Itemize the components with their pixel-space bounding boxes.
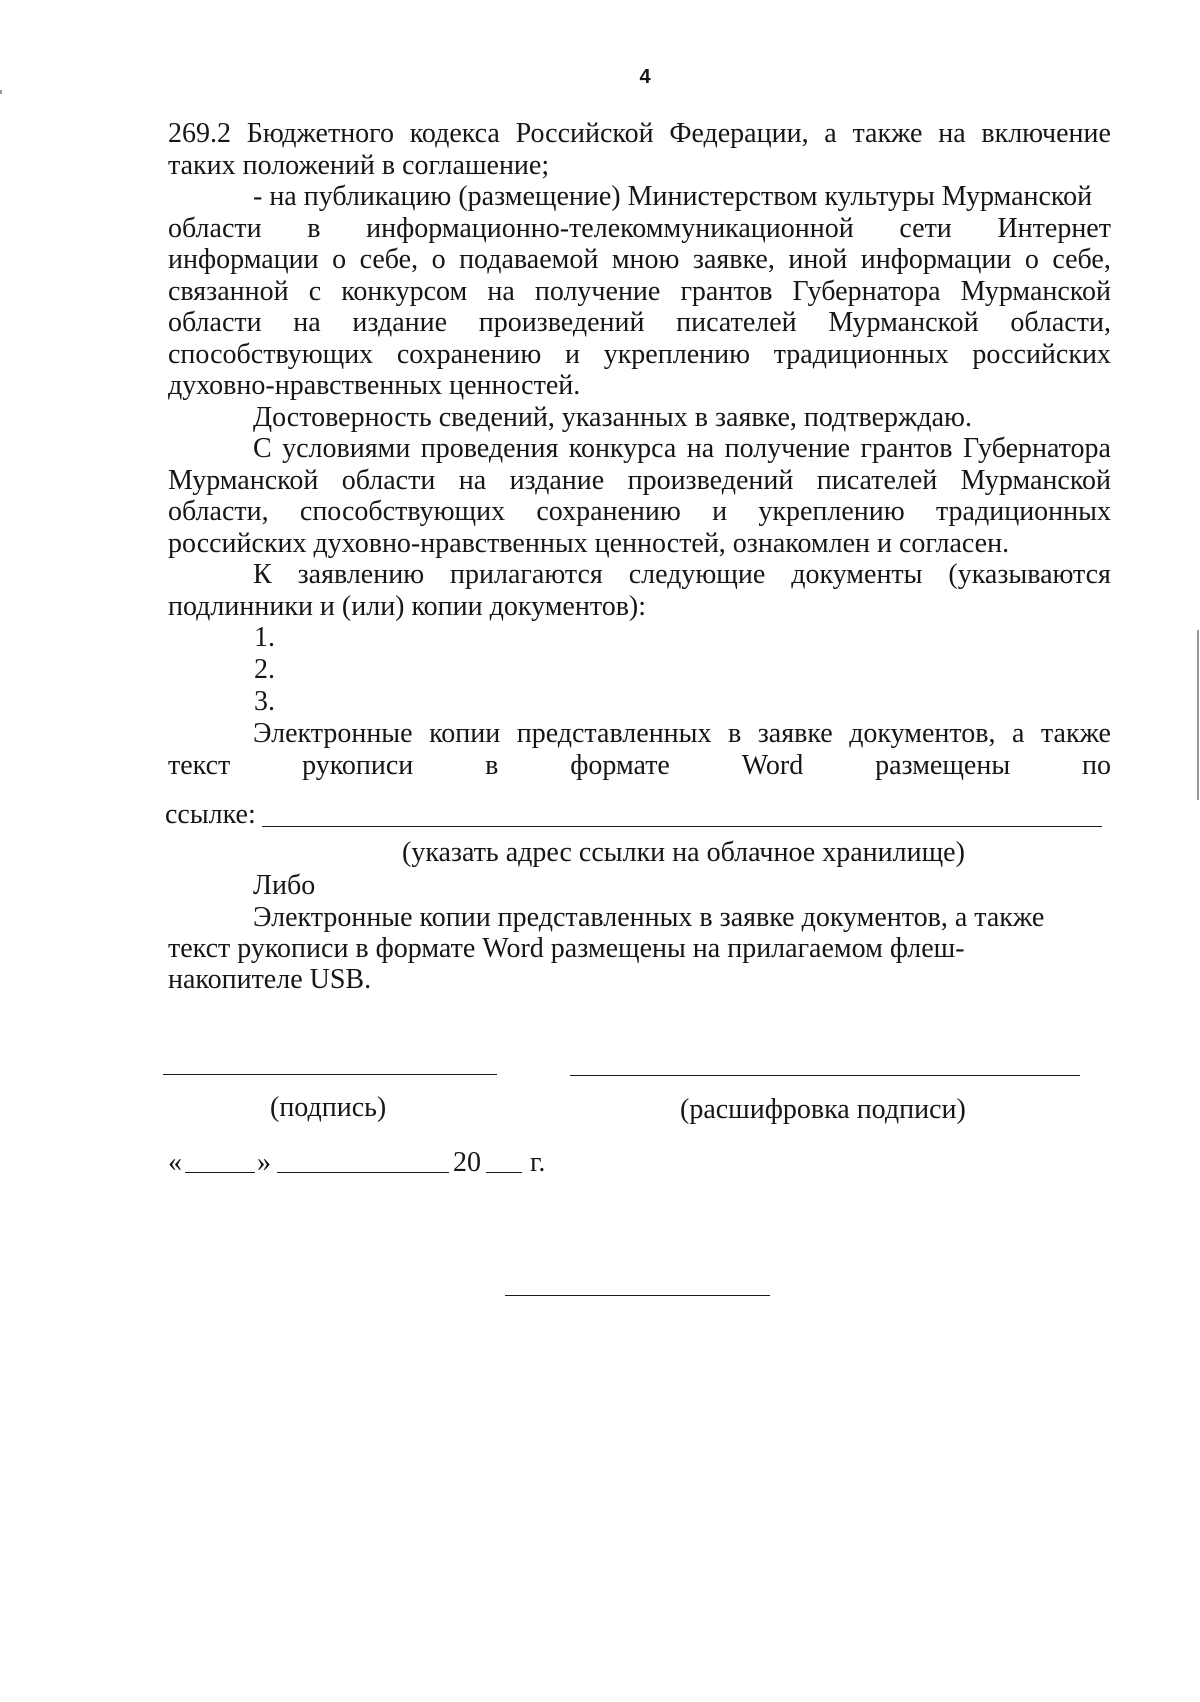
word: подаваемой xyxy=(459,244,599,275)
attachment-item-1: 1. xyxy=(254,622,275,653)
word: на xyxy=(458,464,487,496)
document-body xyxy=(168,118,1111,781)
para5-line1 xyxy=(168,559,1111,591)
word: Мурманской xyxy=(960,275,1111,307)
word: конкурса xyxy=(568,433,677,464)
attachment-item-3: 3. xyxy=(254,686,275,717)
word: условиями xyxy=(282,433,411,464)
word: а xyxy=(1012,718,1025,749)
word: укреплению xyxy=(758,496,905,527)
word: области, xyxy=(1010,307,1111,338)
para7-line1: Электронные копии представленных в заявке документов, а также xyxy=(253,902,1045,933)
word: на xyxy=(293,307,321,338)
word: связанной xyxy=(168,275,289,307)
para2-line7: духовно-нравственных ценностей. xyxy=(168,370,581,401)
word: российских xyxy=(972,338,1111,370)
para7-line2: текст рукописи в формате Word размещены на прилагаемом флеш- xyxy=(168,933,965,964)
alternative-word: Либо xyxy=(253,870,316,901)
signature-line xyxy=(163,1074,497,1075)
word: писателей xyxy=(676,307,797,338)
para6-line1 xyxy=(168,718,1111,750)
word: Интернет xyxy=(997,212,1111,244)
word: С xyxy=(253,433,272,464)
word: сохранению xyxy=(396,338,542,370)
word: заявке, xyxy=(692,244,775,275)
signature-caption: (подпись) xyxy=(270,1092,387,1123)
word: и xyxy=(565,338,581,370)
date-month-line xyxy=(277,1172,449,1173)
word: укреплению xyxy=(603,338,751,370)
para2-line4 xyxy=(168,276,1111,308)
word: получение xyxy=(724,433,851,464)
word: о xyxy=(431,244,446,275)
para4-line2 xyxy=(168,465,1111,497)
para3-line1: Достоверность сведений, указанных в заявке, подтверждаю. xyxy=(253,401,972,433)
signature-decode-line xyxy=(570,1075,1080,1076)
word: документы xyxy=(791,559,923,590)
word: заявлению xyxy=(297,559,425,590)
word: и xyxy=(712,496,728,527)
word: Федерации, xyxy=(669,118,809,149)
word: в xyxy=(485,749,499,781)
word: информационно-телекоммуникационной xyxy=(366,212,854,244)
word: области, xyxy=(168,496,269,527)
word: текст xyxy=(168,749,231,781)
word: о xyxy=(332,244,347,275)
signature-decode-caption: (расшифровка подписи) xyxy=(680,1094,966,1125)
word: произведений xyxy=(478,307,645,338)
word: информации xyxy=(860,244,1012,275)
para6-line2 xyxy=(168,750,1111,782)
word: Губернатора xyxy=(962,433,1111,464)
date-year-suffix: г. xyxy=(530,1147,546,1178)
word: себе, xyxy=(1052,244,1111,275)
word: сохранению xyxy=(536,496,681,527)
page-number: 4 xyxy=(639,66,651,88)
para2-line6 xyxy=(168,339,1111,371)
word: Мурманской xyxy=(168,464,319,496)
word: грантов xyxy=(860,433,953,464)
word: Губернатора xyxy=(792,275,941,307)
para7-line3: накопителе USB. xyxy=(168,964,372,995)
word: иной xyxy=(788,244,848,275)
word: произведений xyxy=(627,464,794,496)
word: включение xyxy=(981,118,1111,149)
word: грантов xyxy=(680,275,773,307)
word: формате xyxy=(570,749,670,781)
word: в xyxy=(307,212,321,244)
word: области xyxy=(168,307,262,338)
date-close-quote: » xyxy=(257,1147,271,1178)
word: копии xyxy=(429,718,501,749)
para5-line2: подлинники и (или) копии документов): xyxy=(168,590,647,622)
word: рукописи xyxy=(302,749,414,781)
word: на xyxy=(487,275,515,307)
word: писателей xyxy=(816,464,938,496)
date-day-line xyxy=(185,1172,255,1173)
attachment-item-2: 2. xyxy=(254,654,275,685)
para2-line2 xyxy=(168,213,1111,245)
word: 269.2 xyxy=(168,118,231,149)
link-field-line xyxy=(262,826,1102,827)
date-open-quote: « xyxy=(168,1147,182,1178)
para2-line1: - на публикацию (размещение) Министерством культуры Мурманской xyxy=(253,181,1093,212)
word: получение xyxy=(534,275,661,307)
word: издание xyxy=(509,464,605,496)
para2-line3 xyxy=(168,244,1111,276)
word: Мурманской xyxy=(828,307,979,338)
word: способствующих xyxy=(299,496,506,527)
closing-divider xyxy=(505,1295,770,1296)
para1-line2: таких положений в соглашение; xyxy=(168,149,550,181)
scan-artifact xyxy=(1197,630,1199,800)
word: представленных xyxy=(516,718,712,749)
word: также xyxy=(1040,718,1111,749)
word: проведения xyxy=(420,433,559,464)
link-hint: (указать адрес ссылки на облачное хранилище) xyxy=(402,837,965,868)
word: заявке xyxy=(757,718,833,749)
word: а xyxy=(824,118,837,149)
word: в xyxy=(728,718,742,749)
word: традиционных xyxy=(935,496,1111,527)
word: традиционных xyxy=(773,338,949,370)
date-year-line xyxy=(486,1172,522,1173)
word: конкурсом xyxy=(341,275,468,307)
word: Мурманской xyxy=(960,464,1111,496)
word: по xyxy=(1082,749,1111,781)
word: себе, xyxy=(359,244,419,275)
word: способствующих xyxy=(168,338,374,370)
word: прилагаются xyxy=(450,559,603,590)
word: Бюджетного xyxy=(246,118,394,149)
word: Word xyxy=(741,749,804,781)
word: Российской xyxy=(515,118,654,149)
word: размещены xyxy=(875,749,1011,781)
word: области xyxy=(168,212,262,244)
para1-line1 xyxy=(168,118,1111,150)
word: следующие xyxy=(628,559,766,590)
para4-line4: российских духовно-нравственных ценностей, ознакомлен и согласен. xyxy=(168,527,1010,559)
para2-line5 xyxy=(168,307,1111,339)
word: сети xyxy=(899,212,952,244)
date-year-prefix: 20 xyxy=(453,1147,481,1178)
word: области xyxy=(341,464,436,496)
word: кодекса xyxy=(409,118,500,149)
word: мною xyxy=(611,244,680,275)
word: на xyxy=(938,118,966,149)
word: документов, xyxy=(849,718,996,749)
para4-line3 xyxy=(168,496,1111,528)
word: также xyxy=(852,118,923,149)
word: Электронные xyxy=(253,718,413,749)
word: информации xyxy=(168,244,319,275)
scan-artifact xyxy=(0,90,2,94)
link-label: ссылке: xyxy=(165,799,256,830)
word: К xyxy=(253,559,272,590)
word: (указываются xyxy=(948,559,1111,590)
para4-line1 xyxy=(168,433,1111,465)
word: о xyxy=(1024,244,1039,275)
word: с xyxy=(308,275,322,307)
word: издание xyxy=(352,307,448,338)
word: на xyxy=(686,433,715,464)
